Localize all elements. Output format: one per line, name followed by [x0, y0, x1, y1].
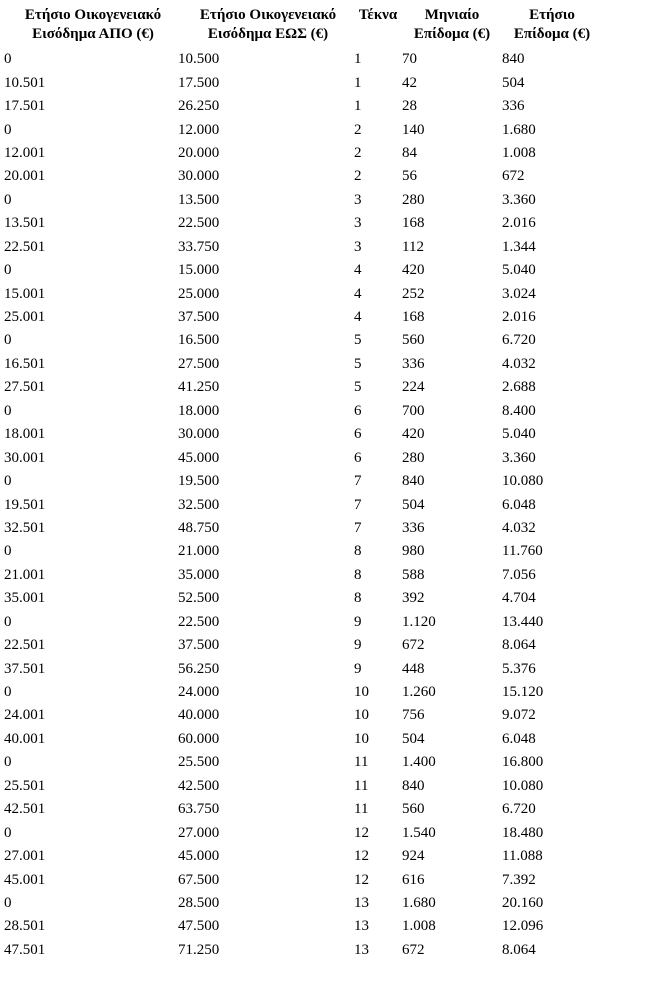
monthly-allowance-header [402, 4, 502, 48]
header-text: Μηνιαίο [424, 7, 480, 23]
annual-allowance-cell: 12.096 [502, 918, 544, 935]
monthly-allowance-cell: 1.680 [402, 894, 436, 911]
income-to-cell: 28.500 [178, 894, 220, 911]
annual-allowance-cell: 8.064 [502, 637, 536, 654]
annual-allowance-cell: 9.072 [502, 707, 536, 724]
monthly-allowance-cell: 840 [402, 777, 425, 794]
children-cell: 11 [354, 777, 369, 794]
table-row [4, 48, 602, 71]
children-cell: 6 [354, 402, 362, 419]
table-row [4, 423, 602, 446]
income-from-cell: 0 [4, 613, 12, 630]
table-row [4, 517, 602, 540]
income-from-cell: 18.001 [4, 426, 46, 443]
table-row [4, 634, 602, 657]
annual-allowance-cell: 7.392 [502, 871, 536, 888]
monthly-allowance-cell: 980 [402, 543, 425, 560]
income-from-cell: 0 [4, 332, 12, 349]
income-to-cell: 27.500 [178, 355, 220, 372]
income-from-cell: 27.501 [4, 379, 46, 396]
monthly-allowance-cell: 420 [402, 426, 425, 443]
header-text: Εισόδημα ΑΠΟ (€) [32, 26, 154, 42]
income-from-cell: 40.001 [4, 730, 46, 747]
monthly-allowance-cell: 84 [402, 144, 417, 161]
annual-allowance-cell: 11.088 [502, 848, 543, 865]
income-from-cell: 15.001 [4, 285, 46, 302]
income-to-cell: 45.000 [178, 848, 220, 865]
children-cell: 6 [354, 449, 362, 466]
children-cell: 2 [354, 168, 362, 185]
annual-allowance-cell: 3.360 [502, 191, 536, 208]
table-row [4, 657, 602, 680]
monthly-allowance-cell: 1.540 [402, 824, 436, 841]
table-row [4, 329, 602, 352]
children-cell: 10 [354, 730, 369, 747]
monthly-allowance-cell: 140 [402, 121, 425, 138]
income-from-cell: 0 [4, 51, 12, 68]
children-cell: 5 [354, 379, 362, 396]
income-from-cell: 35.001 [4, 590, 46, 607]
annual-allowance-cell: 10.080 [502, 777, 544, 794]
header-row [4, 4, 602, 48]
monthly-allowance-cell: 28 [402, 98, 417, 115]
children-cell: 7 [354, 473, 362, 490]
annual-allowance-header [502, 4, 602, 48]
table-row [4, 751, 602, 774]
income-from-cell: 30.001 [4, 449, 46, 466]
children-cell: 3 [354, 215, 362, 232]
income-from-cell: 16.501 [4, 355, 46, 372]
monthly-allowance-cell: 672 [402, 637, 425, 654]
monthly-allowance-cell: 70 [402, 51, 417, 68]
monthly-allowance-cell: 168 [402, 215, 425, 232]
table-row [4, 118, 602, 141]
annual-allowance-cell: 5.040 [502, 426, 536, 443]
table-row [4, 775, 602, 798]
table-row [4, 376, 602, 399]
children-cell: 6 [354, 426, 362, 443]
income-from-cell: 42.501 [4, 801, 46, 818]
annual-allowance-cell: 5.040 [502, 262, 536, 279]
annual-allowance-cell: 1.344 [502, 238, 536, 255]
annual-allowance-cell: 15.120 [502, 684, 544, 701]
table-row [4, 540, 602, 563]
children-cell: 11 [354, 754, 369, 771]
annual-allowance-cell: 2.016 [502, 309, 536, 326]
annual-allowance-cell: 1.680 [502, 121, 536, 138]
annual-allowance-cell: 10.080 [502, 473, 544, 490]
children-cell: 8 [354, 543, 362, 560]
header-text: Εισόδημα ΕΩΣ (€) [207, 26, 329, 42]
monthly-allowance-cell: 280 [402, 191, 425, 208]
income-from-cell: 25.501 [4, 777, 46, 794]
table-row [4, 446, 602, 469]
annual-allowance-cell: 1.008 [502, 144, 536, 161]
children-cell: 7 [354, 519, 362, 536]
income-from-cell: 0 [4, 402, 12, 419]
income-from-cell: 28.501 [4, 918, 46, 935]
annual-allowance-cell: 2.688 [502, 379, 536, 396]
monthly-allowance-cell: 924 [402, 848, 425, 865]
children-cell: 4 [354, 285, 362, 302]
income-from-cell: 25.001 [4, 309, 46, 326]
income-from-cell: 24.001 [4, 707, 46, 724]
table-row [4, 564, 602, 587]
children-cell: 5 [354, 355, 362, 372]
monthly-allowance-cell: 280 [402, 449, 425, 466]
table-row [4, 95, 602, 118]
income-to-cell: 37.500 [178, 309, 220, 326]
table-row [4, 189, 602, 212]
income-from-cell: 0 [4, 894, 12, 911]
table-row [4, 915, 602, 938]
income-to-cell: 63.750 [178, 801, 220, 818]
children-cell: 12 [354, 848, 369, 865]
table-row [4, 868, 602, 891]
children-cell: 3 [354, 238, 362, 255]
income-to-cell: 42.500 [178, 777, 220, 794]
table-row [4, 845, 602, 868]
income-to-cell: 30.000 [178, 426, 220, 443]
income-from-cell: 0 [4, 262, 12, 279]
table-row [4, 939, 602, 962]
table-row [4, 493, 602, 516]
income-to-cell: 22.500 [178, 613, 220, 630]
annual-allowance-cell: 840 [502, 51, 525, 68]
income-from-cell: 45.001 [4, 871, 46, 888]
children-header [354, 4, 402, 48]
income-to-cell: 18.000 [178, 402, 220, 419]
income-from-cell: 0 [4, 824, 12, 841]
income-to-cell: 25.000 [178, 285, 220, 302]
annual-allowance-cell: 6.720 [502, 332, 536, 349]
table-row [4, 165, 602, 188]
monthly-allowance-cell: 56 [402, 168, 417, 185]
table-row [4, 400, 602, 423]
table-row [4, 142, 602, 165]
income-to-cell: 41.250 [178, 379, 220, 396]
table-body [4, 48, 602, 962]
monthly-allowance-cell: 504 [402, 496, 425, 513]
monthly-allowance-cell: 252 [402, 285, 425, 302]
annual-allowance-cell: 16.800 [502, 754, 544, 771]
monthly-allowance-cell: 336 [402, 519, 425, 536]
monthly-allowance-cell: 588 [402, 566, 425, 583]
income-to-cell: 27.000 [178, 824, 220, 841]
annual-allowance-cell: 20.160 [502, 894, 544, 911]
children-cell: 13 [354, 918, 369, 935]
header-text: Επίδομα (€) [513, 26, 591, 42]
children-cell: 13 [354, 894, 369, 911]
income-to-cell: 17.500 [178, 74, 220, 91]
annual-allowance-cell: 5.376 [502, 660, 536, 677]
monthly-allowance-cell: 504 [402, 730, 425, 747]
children-cell: 9 [354, 637, 362, 654]
table-row [4, 704, 602, 727]
annual-allowance-cell: 4.032 [502, 355, 536, 372]
annual-allowance-cell: 7.056 [502, 566, 536, 583]
income-to-cell: 32.500 [178, 496, 220, 513]
header-text: Επίδομα (€) [413, 26, 491, 42]
income-to-cell: 10.500 [178, 51, 220, 68]
children-cell: 4 [354, 309, 362, 326]
table-row [4, 71, 602, 94]
children-cell: 3 [354, 191, 362, 208]
monthly-allowance-cell: 1.120 [402, 613, 436, 630]
monthly-allowance-cell: 42 [402, 74, 417, 91]
annual-allowance-cell: 6.720 [502, 801, 536, 818]
children-cell: 10 [354, 707, 369, 724]
income-to-cell: 20.000 [178, 144, 220, 161]
table-row [4, 353, 602, 376]
income-from-cell: 20.001 [4, 168, 46, 185]
children-cell: 8 [354, 566, 362, 583]
table-row [4, 212, 602, 235]
income-to-cell: 48.750 [178, 519, 220, 536]
children-cell: 5 [354, 332, 362, 349]
monthly-allowance-cell: 616 [402, 871, 425, 888]
table-row [4, 470, 602, 493]
income-to-cell: 25.500 [178, 754, 220, 771]
income-to-cell: 26.250 [178, 98, 220, 115]
income-to-cell: 45.000 [178, 449, 220, 466]
monthly-allowance-cell: 672 [402, 941, 425, 958]
table-row [4, 728, 602, 751]
income-from-cell: 27.001 [4, 848, 46, 865]
income-from-cell: 10.501 [4, 74, 46, 91]
annual-allowance-cell: 11.760 [502, 543, 543, 560]
monthly-allowance-cell: 420 [402, 262, 425, 279]
children-cell: 11 [354, 801, 369, 818]
table-row [4, 821, 602, 844]
allowance-table [4, 4, 602, 962]
table-row [4, 259, 602, 282]
income-to-cell: 13.500 [178, 191, 220, 208]
income-to-cell: 52.500 [178, 590, 220, 607]
children-cell: 1 [354, 98, 362, 115]
table-row [4, 306, 602, 329]
monthly-allowance-cell: 560 [402, 801, 425, 818]
income-to-cell: 71.250 [178, 941, 220, 958]
children-cell: 8 [354, 590, 362, 607]
monthly-allowance-cell: 112 [402, 238, 424, 255]
annual-allowance-cell: 8.064 [502, 941, 536, 958]
income-from-cell: 0 [4, 121, 12, 138]
children-cell: 1 [354, 74, 362, 91]
income-to-cell: 40.000 [178, 707, 220, 724]
income-from-cell: 22.501 [4, 637, 46, 654]
annual-allowance-cell: 336 [502, 98, 525, 115]
income-from-cell: 37.501 [4, 660, 46, 677]
header-text: Τέκνα [358, 7, 398, 23]
income-from-cell: 22.501 [4, 238, 46, 255]
income-to-cell: 30.000 [178, 168, 220, 185]
income-from-cell: 0 [4, 543, 12, 560]
income-to-cell: 35.000 [178, 566, 220, 583]
children-cell: 4 [354, 262, 362, 279]
header-text: Ετήσιο Οικογενειακό [199, 7, 337, 23]
annual-allowance-cell: 3.024 [502, 285, 536, 302]
income-to-cell: 12.000 [178, 121, 220, 138]
income-to-cell: 37.500 [178, 637, 220, 654]
monthly-allowance-cell: 560 [402, 332, 425, 349]
income-from-cell: 0 [4, 191, 12, 208]
income-from-cell: 32.501 [4, 519, 46, 536]
children-cell: 9 [354, 613, 362, 630]
income-from-cell: 47.501 [4, 941, 46, 958]
children-cell: 12 [354, 871, 369, 888]
income-from-cell: 0 [4, 684, 12, 701]
annual-allowance-cell: 8.400 [502, 402, 536, 419]
annual-allowance-cell: 3.360 [502, 449, 536, 466]
income-from-cell: 21.001 [4, 566, 46, 583]
income-to-cell: 56.250 [178, 660, 220, 677]
children-cell: 7 [354, 496, 362, 513]
monthly-allowance-cell: 1.400 [402, 754, 436, 771]
children-cell: 13 [354, 941, 369, 958]
income-to-cell: 60.000 [178, 730, 220, 747]
annual-allowance-cell: 504 [502, 74, 525, 91]
table-row [4, 282, 602, 305]
table-header [4, 4, 602, 48]
income-from-cell: 0 [4, 473, 12, 490]
monthly-allowance-cell: 840 [402, 473, 425, 490]
monthly-allowance-cell: 224 [402, 379, 425, 396]
annual-allowance-cell: 13.440 [502, 613, 544, 630]
annual-allowance-cell: 4.032 [502, 519, 536, 536]
income-from-header [4, 4, 178, 48]
income-to-cell: 19.500 [178, 473, 220, 490]
monthly-allowance-cell: 168 [402, 309, 425, 326]
header-text: Ετήσιο [529, 7, 575, 23]
children-cell: 1 [354, 51, 362, 68]
monthly-allowance-cell: 336 [402, 355, 425, 372]
monthly-allowance-cell: 1.008 [402, 918, 436, 935]
annual-allowance-cell: 6.048 [502, 730, 536, 747]
annual-allowance-cell: 18.480 [502, 824, 544, 841]
income-from-cell: 17.501 [4, 98, 46, 115]
table-row [4, 681, 602, 704]
table-row [4, 892, 602, 915]
table-row [4, 611, 602, 634]
annual-allowance-cell: 672 [502, 168, 525, 185]
income-to-cell: 47.500 [178, 918, 220, 935]
income-to-cell: 24.000 [178, 684, 220, 701]
annual-allowance-cell: 6.048 [502, 496, 536, 513]
header-text: Ετήσιο Οικογενειακό [24, 7, 162, 23]
monthly-allowance-cell: 756 [402, 707, 425, 724]
monthly-allowance-cell: 700 [402, 402, 425, 419]
annual-allowance-cell: 4.704 [502, 590, 536, 607]
income-from-cell: 12.001 [4, 144, 46, 161]
income-to-cell: 15.000 [178, 262, 220, 279]
children-cell: 2 [354, 121, 362, 138]
children-cell: 10 [354, 684, 369, 701]
monthly-allowance-cell: 448 [402, 660, 425, 677]
income-to-cell: 16.500 [178, 332, 220, 349]
income-to-header [178, 4, 354, 48]
table-row [4, 798, 602, 821]
children-cell: 2 [354, 144, 362, 161]
income-from-cell: 13.501 [4, 215, 46, 232]
table-row [4, 236, 602, 259]
children-cell: 9 [354, 660, 362, 677]
income-to-cell: 21.000 [178, 543, 220, 560]
monthly-allowance-cell: 1.260 [402, 684, 436, 701]
income-to-cell: 22.500 [178, 215, 220, 232]
monthly-allowance-cell: 392 [402, 590, 425, 607]
income-to-cell: 33.750 [178, 238, 220, 255]
income-from-cell: 19.501 [4, 496, 46, 513]
income-to-cell: 67.500 [178, 871, 220, 888]
annual-allowance-cell: 2.016 [502, 215, 536, 232]
income-from-cell: 0 [4, 754, 12, 771]
table-row [4, 587, 602, 610]
children-cell: 12 [354, 824, 369, 841]
